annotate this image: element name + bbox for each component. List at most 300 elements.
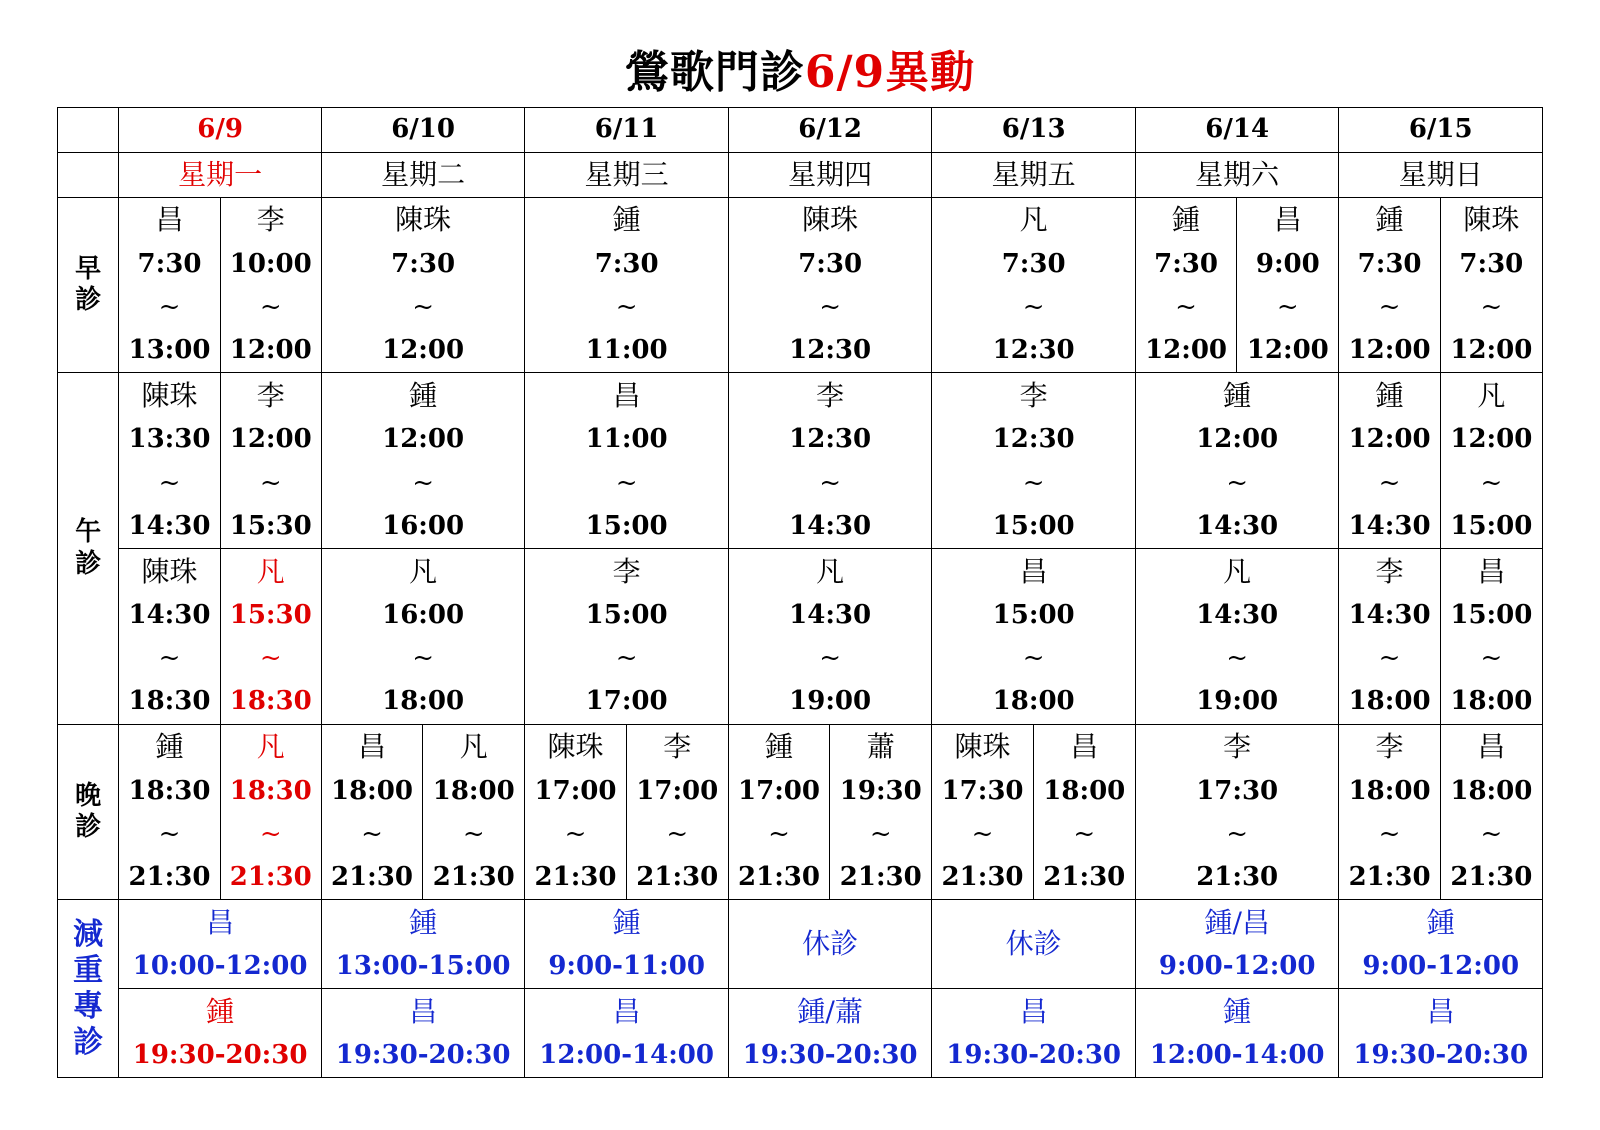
start-time: 12:30 — [992, 424, 1075, 455]
start-time: 16:00 — [382, 600, 465, 631]
tilde-separator: ~ — [819, 467, 842, 498]
tilde-separator: ~ — [412, 467, 435, 498]
slot-cell — [220, 549, 321, 725]
doctor-name: 昌 — [155, 203, 184, 237]
slot-cell — [932, 373, 1136, 549]
doctor-name: 昌 — [409, 994, 438, 1028]
slot — [729, 198, 932, 373]
slot — [525, 373, 728, 548]
slot — [119, 725, 219, 900]
tilde-separator: ~ — [1378, 818, 1401, 849]
slot — [1339, 373, 1439, 548]
end-time: 21:30 — [128, 861, 211, 892]
slot-cell — [1033, 724, 1135, 900]
reduce-cell — [1135, 900, 1339, 989]
tilde-separator: ~ — [462, 818, 485, 849]
slot-cell — [1135, 549, 1339, 725]
session-label-morning: 早 診 — [58, 197, 119, 373]
start-time: 12:00 — [382, 424, 465, 455]
date-cell: 6/10 — [321, 108, 525, 153]
tilde-separator: ~ — [1022, 643, 1045, 674]
end-time: 12:00 — [1450, 334, 1533, 365]
slot-cell — [1339, 549, 1440, 725]
slot-cell — [321, 724, 422, 900]
doctor-name: 昌 — [612, 379, 641, 413]
slot-cell — [321, 373, 525, 549]
doctor-name: 李 — [816, 379, 845, 413]
end-time: 17:00 — [585, 686, 668, 717]
slot — [729, 373, 932, 548]
slot-cell — [119, 373, 220, 549]
reduce-slot — [525, 900, 728, 988]
tilde-separator: ~ — [259, 818, 282, 849]
slot — [1339, 198, 1439, 373]
session-row-reduce1 — [58, 900, 1543, 989]
doctor-name: 陳珠 — [141, 379, 198, 413]
end-time: 19:00 — [789, 686, 872, 717]
doctor-name: 鍾 — [1375, 203, 1404, 237]
end-time: 14:30 — [128, 510, 211, 541]
slot-cell — [423, 724, 525, 900]
session-label-evening: 晚 診 — [58, 724, 119, 900]
start-time: 7:30 — [1459, 248, 1524, 279]
doctor-name: 凡 — [816, 554, 845, 588]
end-time: 21:30 — [941, 861, 1024, 892]
end-time: 14:30 — [789, 510, 872, 541]
doctor-name: 昌 — [1070, 730, 1099, 764]
end-time: 12:00 — [382, 334, 465, 365]
start-time: 15:30 — [229, 600, 312, 631]
reduce-slot — [1339, 989, 1542, 1077]
doctor-name: 凡 — [1223, 554, 1252, 588]
slot — [221, 549, 321, 724]
start-time: 17:00 — [534, 775, 617, 806]
reduce-slot — [322, 989, 525, 1077]
session-row-evening — [58, 724, 1543, 900]
end-time: 18:00 — [382, 686, 465, 717]
start-time: 11:00 — [585, 424, 668, 455]
end-time: 12:00 — [1348, 334, 1431, 365]
end-time: 18:00 — [1450, 686, 1533, 717]
tilde-separator: ~ — [1378, 291, 1401, 322]
slot-cell — [525, 549, 729, 725]
doctor-name: 休診 — [1005, 927, 1062, 961]
slot-cell — [1135, 373, 1339, 549]
slot — [729, 725, 829, 900]
slot-cell — [525, 373, 729, 549]
end-time: 21:30 — [1043, 861, 1126, 892]
reduce-time: 19:30-20:30 — [742, 1039, 918, 1070]
end-time: 14:30 — [1196, 510, 1279, 541]
slot-cell — [525, 724, 626, 900]
corner-cell — [58, 108, 119, 153]
doctor-name: 鍾 — [612, 203, 641, 237]
end-time: 18:00 — [992, 686, 1075, 717]
end-time: 21:30 — [1450, 861, 1533, 892]
slot-cell — [525, 197, 729, 373]
slot — [322, 373, 525, 548]
reduce-cell — [728, 989, 932, 1078]
end-time: 15:00 — [992, 510, 1075, 541]
tilde-separator: ~ — [412, 291, 435, 322]
weekday-cell: 星期二 — [321, 152, 525, 197]
slot — [525, 198, 728, 373]
slot-cell — [1339, 197, 1440, 373]
reduce-time: 10:00-12:00 — [132, 950, 308, 981]
reduce-time: 9:00-12:00 — [1362, 950, 1520, 981]
date-row — [58, 108, 1543, 153]
reduce-slot — [729, 900, 932, 988]
slot-cell — [220, 373, 321, 549]
reduce-slot — [1136, 989, 1339, 1077]
slot-cell — [1339, 724, 1440, 900]
session-row-morning — [58, 197, 1543, 373]
reduce-slot — [729, 989, 932, 1077]
session-row-reduce2 — [58, 989, 1543, 1078]
slot — [932, 725, 1032, 900]
slot-cell — [932, 549, 1136, 725]
reduce-cell — [119, 989, 322, 1078]
tilde-separator: ~ — [819, 291, 842, 322]
reduce-cell — [321, 900, 525, 989]
start-time: 12:00 — [1450, 424, 1533, 455]
start-time: 19:30 — [839, 775, 922, 806]
tilde-separator: ~ — [158, 467, 181, 498]
tilde-separator: ~ — [615, 643, 638, 674]
slot — [322, 198, 525, 373]
slot — [1136, 549, 1339, 724]
slot-cell — [119, 549, 220, 725]
slot — [1136, 725, 1339, 900]
end-time: 21:30 — [1348, 861, 1431, 892]
title-main: 鶯歌門診 — [624, 47, 805, 98]
date-cell: 6/9 — [119, 108, 322, 153]
end-time: 12:30 — [992, 334, 1075, 365]
start-time: 9:00 — [1255, 248, 1320, 279]
start-time: 7:30 — [1154, 248, 1218, 279]
end-time: 21:30 — [534, 861, 617, 892]
tilde-separator: ~ — [666, 818, 689, 849]
doctor-name: 李 — [1375, 730, 1404, 764]
slot — [1441, 725, 1542, 900]
end-time: 12:00 — [229, 334, 312, 365]
tilde-separator: ~ — [361, 818, 383, 849]
reduce-slot — [322, 900, 525, 988]
schedule-table — [57, 107, 1543, 1078]
start-time: 18:00 — [331, 775, 413, 806]
reduce-time: 9:00-12:00 — [1158, 950, 1316, 981]
end-time: 11:00 — [585, 334, 668, 365]
date-cell: 6/13 — [932, 108, 1136, 153]
tilde-separator: ~ — [615, 291, 638, 322]
tilde-separator: ~ — [564, 818, 587, 849]
end-time: 13:00 — [128, 334, 211, 365]
doctor-name: 鍾 — [206, 994, 235, 1028]
reduce-time: 19:30-20:30 — [1353, 1039, 1529, 1070]
slot — [1441, 549, 1542, 724]
start-time: 18:30 — [128, 775, 211, 806]
slot — [119, 198, 219, 373]
date-cell: 6/14 — [1135, 108, 1339, 153]
doctor-name: 蕭 — [866, 730, 895, 764]
reduce-time: 13:00-15:00 — [335, 950, 511, 981]
doctor-name: 鍾/昌 — [1204, 905, 1270, 939]
start-time: 13:30 — [128, 424, 211, 455]
end-time: 18:30 — [229, 686, 312, 717]
reduce-time: 12:00-14:00 — [539, 1039, 714, 1070]
corner-cell — [58, 152, 119, 197]
end-time: 18:30 — [128, 686, 211, 717]
reduce-slot — [932, 900, 1135, 988]
end-time: 15:00 — [585, 510, 668, 541]
tilde-separator: ~ — [1022, 467, 1045, 498]
doctor-name: 鍾 — [1426, 905, 1455, 939]
slot — [932, 549, 1135, 724]
start-time: 7:30 — [1357, 248, 1422, 279]
page-title — [0, 36, 1600, 100]
doctor-name: 鍾 — [409, 379, 438, 413]
doctor-name: 李 — [256, 379, 285, 413]
slot-cell — [728, 373, 932, 549]
slot-cell — [1440, 373, 1542, 549]
slot-cell — [1440, 549, 1542, 725]
end-time: 21:30 — [738, 861, 820, 892]
reduce-cell — [525, 989, 729, 1078]
tilde-separator: ~ — [1226, 643, 1249, 674]
tilde-separator: ~ — [1226, 818, 1249, 849]
end-time: 12:00 — [1246, 334, 1329, 365]
start-time: 14:30 — [128, 600, 211, 631]
start-time: 12:30 — [789, 424, 872, 455]
slot — [1237, 198, 1338, 373]
slot-cell — [1440, 724, 1542, 900]
end-time: 14:30 — [1348, 510, 1431, 541]
end-time: 16:00 — [382, 510, 465, 541]
tilde-separator: ~ — [819, 643, 842, 674]
slot-cell — [728, 197, 932, 373]
doctor-name: 李 — [1019, 379, 1048, 413]
start-time: 15:00 — [585, 600, 668, 631]
reduce-time: 19:30-20:30 — [946, 1039, 1122, 1070]
slot-cell — [321, 197, 525, 373]
slot-cell — [728, 724, 829, 900]
start-time: 7:30 — [798, 248, 863, 279]
doctor-name: 休診 — [802, 927, 859, 961]
reduce-cell — [728, 900, 932, 989]
end-time: 21:30 — [432, 861, 515, 892]
tilde-separator: ~ — [259, 643, 282, 674]
slot — [221, 725, 321, 900]
doctor-name: 昌 — [357, 730, 386, 764]
slot — [525, 725, 625, 900]
tilde-separator: ~ — [1175, 291, 1197, 322]
reduce-slot — [1339, 900, 1542, 988]
session-row-afternoon2 — [58, 549, 1543, 725]
tilde-separator: ~ — [1073, 818, 1096, 849]
tilde-separator: ~ — [869, 818, 892, 849]
slot — [1441, 198, 1542, 373]
doctor-name: 凡 — [1019, 203, 1048, 237]
slot-cell — [1339, 373, 1440, 549]
end-time: 21:30 — [839, 861, 922, 892]
slot — [627, 725, 728, 900]
doctor-name: 凡 — [459, 730, 488, 764]
start-time: 18:00 — [1043, 775, 1126, 806]
slot-cell — [321, 549, 525, 725]
slot-cell — [932, 197, 1136, 373]
tilde-separator: ~ — [1022, 291, 1045, 322]
end-time: 21:30 — [229, 861, 312, 892]
doctor-name: 鍾 — [1375, 379, 1404, 413]
start-time: 14:30 — [1348, 600, 1431, 631]
tilde-separator: ~ — [1480, 818, 1503, 849]
doctor-name: 鍾 — [765, 730, 794, 764]
slot — [729, 549, 932, 724]
slot-cell — [220, 724, 321, 900]
doctor-name: 凡 — [256, 554, 285, 588]
slot — [1441, 373, 1542, 548]
start-time: 7:30 — [594, 248, 659, 279]
start-time: 17:00 — [636, 775, 719, 806]
doctor-name: 鍾 — [1223, 379, 1252, 413]
tilde-separator: ~ — [158, 818, 181, 849]
doctor-name: 陳珠 — [547, 730, 604, 764]
end-time: 18:00 — [1348, 686, 1431, 717]
slot-cell — [830, 724, 932, 900]
tilde-separator: ~ — [412, 643, 435, 674]
doctor-name: 鍾 — [409, 905, 438, 939]
slot — [322, 725, 422, 900]
slot — [830, 725, 931, 900]
weekday-row — [58, 152, 1543, 197]
start-time: 18:00 — [1348, 775, 1431, 806]
slot — [1034, 725, 1135, 900]
start-time: 14:30 — [1196, 600, 1279, 631]
doctor-name: 昌 — [1477, 730, 1506, 764]
slot — [221, 373, 321, 548]
session-row-afternoon1 — [58, 373, 1543, 549]
reduce-cell — [932, 900, 1136, 989]
start-time: 12:00 — [229, 424, 312, 455]
tilde-separator: ~ — [615, 467, 638, 498]
doctor-name: 昌 — [1426, 994, 1455, 1028]
reduce-time: 12:00-14:00 — [1149, 1039, 1325, 1070]
doctor-name: 陳珠 — [802, 203, 859, 237]
tilde-separator: ~ — [259, 291, 282, 322]
slot-cell — [728, 549, 932, 725]
slot-cell — [626, 724, 728, 900]
doctor-name: 陳珠 — [1463, 203, 1520, 237]
tilde-separator: ~ — [259, 467, 282, 498]
slot-cell — [1440, 197, 1542, 373]
start-time: 12:00 — [1348, 424, 1431, 455]
start-time: 17:00 — [738, 775, 820, 806]
weekday-cell: 星期四 — [728, 152, 932, 197]
tilde-separator: ~ — [1480, 291, 1503, 322]
doctor-name: 凡 — [1477, 379, 1506, 413]
session-label-afternoon: 午 診 — [58, 373, 119, 724]
start-time: 7:30 — [137, 248, 202, 279]
slot — [1136, 198, 1236, 373]
tilde-separator: ~ — [158, 291, 181, 322]
start-time: 18:00 — [432, 775, 515, 806]
start-time: 17:30 — [941, 775, 1024, 806]
tilde-separator: ~ — [158, 643, 181, 674]
slot-cell — [1135, 724, 1339, 900]
slot — [932, 198, 1135, 373]
weekday-cell: 星期一 — [119, 152, 322, 197]
reduce-cell — [119, 900, 322, 989]
end-time: 15:00 — [1450, 510, 1533, 541]
slot — [1339, 725, 1439, 900]
reduce-cell — [1339, 900, 1543, 989]
doctor-name: 昌 — [1477, 554, 1506, 588]
slot — [1136, 373, 1339, 548]
tilde-separator: ~ — [1226, 467, 1249, 498]
end-time: 12:30 — [789, 334, 872, 365]
doctor-name: 鍾 — [155, 730, 184, 764]
date-cell: 6/11 — [525, 108, 729, 153]
reduce-time: 9:00-11:00 — [548, 950, 705, 981]
slot-cell — [932, 724, 1033, 900]
slot — [221, 198, 321, 373]
slot-cell — [119, 197, 220, 373]
end-time: 21:30 — [331, 861, 413, 892]
doctor-name: 李 — [612, 554, 641, 588]
reduce-time: 19:30-20:30 — [335, 1039, 511, 1070]
doctor-name: 李 — [663, 730, 692, 764]
reduce-time: 19:30-20:30 — [132, 1039, 308, 1070]
tilde-separator: ~ — [1378, 467, 1401, 498]
reduce-slot — [525, 989, 728, 1077]
end-time: 15:30 — [229, 510, 312, 541]
weekday-cell: 星期五 — [932, 152, 1136, 197]
slot-cell — [1135, 197, 1236, 373]
doctor-name: 李 — [1223, 730, 1252, 764]
doctor-name: 凡 — [409, 554, 438, 588]
doctor-name: 陳珠 — [395, 203, 452, 237]
reduce-cell — [525, 900, 729, 989]
slot — [932, 373, 1135, 548]
slot — [322, 549, 525, 724]
doctor-name: 凡 — [256, 730, 285, 764]
doctor-name: 鍾 — [1172, 203, 1201, 237]
start-time: 10:00 — [229, 248, 312, 279]
start-time: 14:30 — [789, 600, 872, 631]
reduce-slot — [1136, 900, 1339, 988]
start-time: 18:00 — [1450, 775, 1533, 806]
doctor-name: 昌 — [1273, 203, 1302, 237]
slot — [525, 549, 728, 724]
doctor-name: 李 — [1375, 554, 1404, 588]
doctor-name: 陳珠 — [954, 730, 1011, 764]
doctor-name: 李 — [256, 203, 285, 237]
doctor-name: 鍾 — [612, 905, 641, 939]
end-time: 12:00 — [1145, 334, 1228, 365]
weekday-cell: 星期六 — [1135, 152, 1339, 197]
reduce-cell — [1339, 989, 1543, 1078]
reduce-cell — [932, 989, 1136, 1078]
start-time: 7:30 — [391, 248, 456, 279]
title-highlight: 6/9異動 — [804, 47, 976, 98]
start-time: 7:30 — [1001, 248, 1066, 279]
reduce-cell — [321, 989, 525, 1078]
weekday-cell: 星期日 — [1339, 152, 1543, 197]
doctor-name: 鍾 — [1223, 994, 1252, 1028]
doctor-name: 陳珠 — [141, 554, 198, 588]
tilde-separator: ~ — [1378, 643, 1401, 674]
tilde-separator: ~ — [971, 818, 994, 849]
